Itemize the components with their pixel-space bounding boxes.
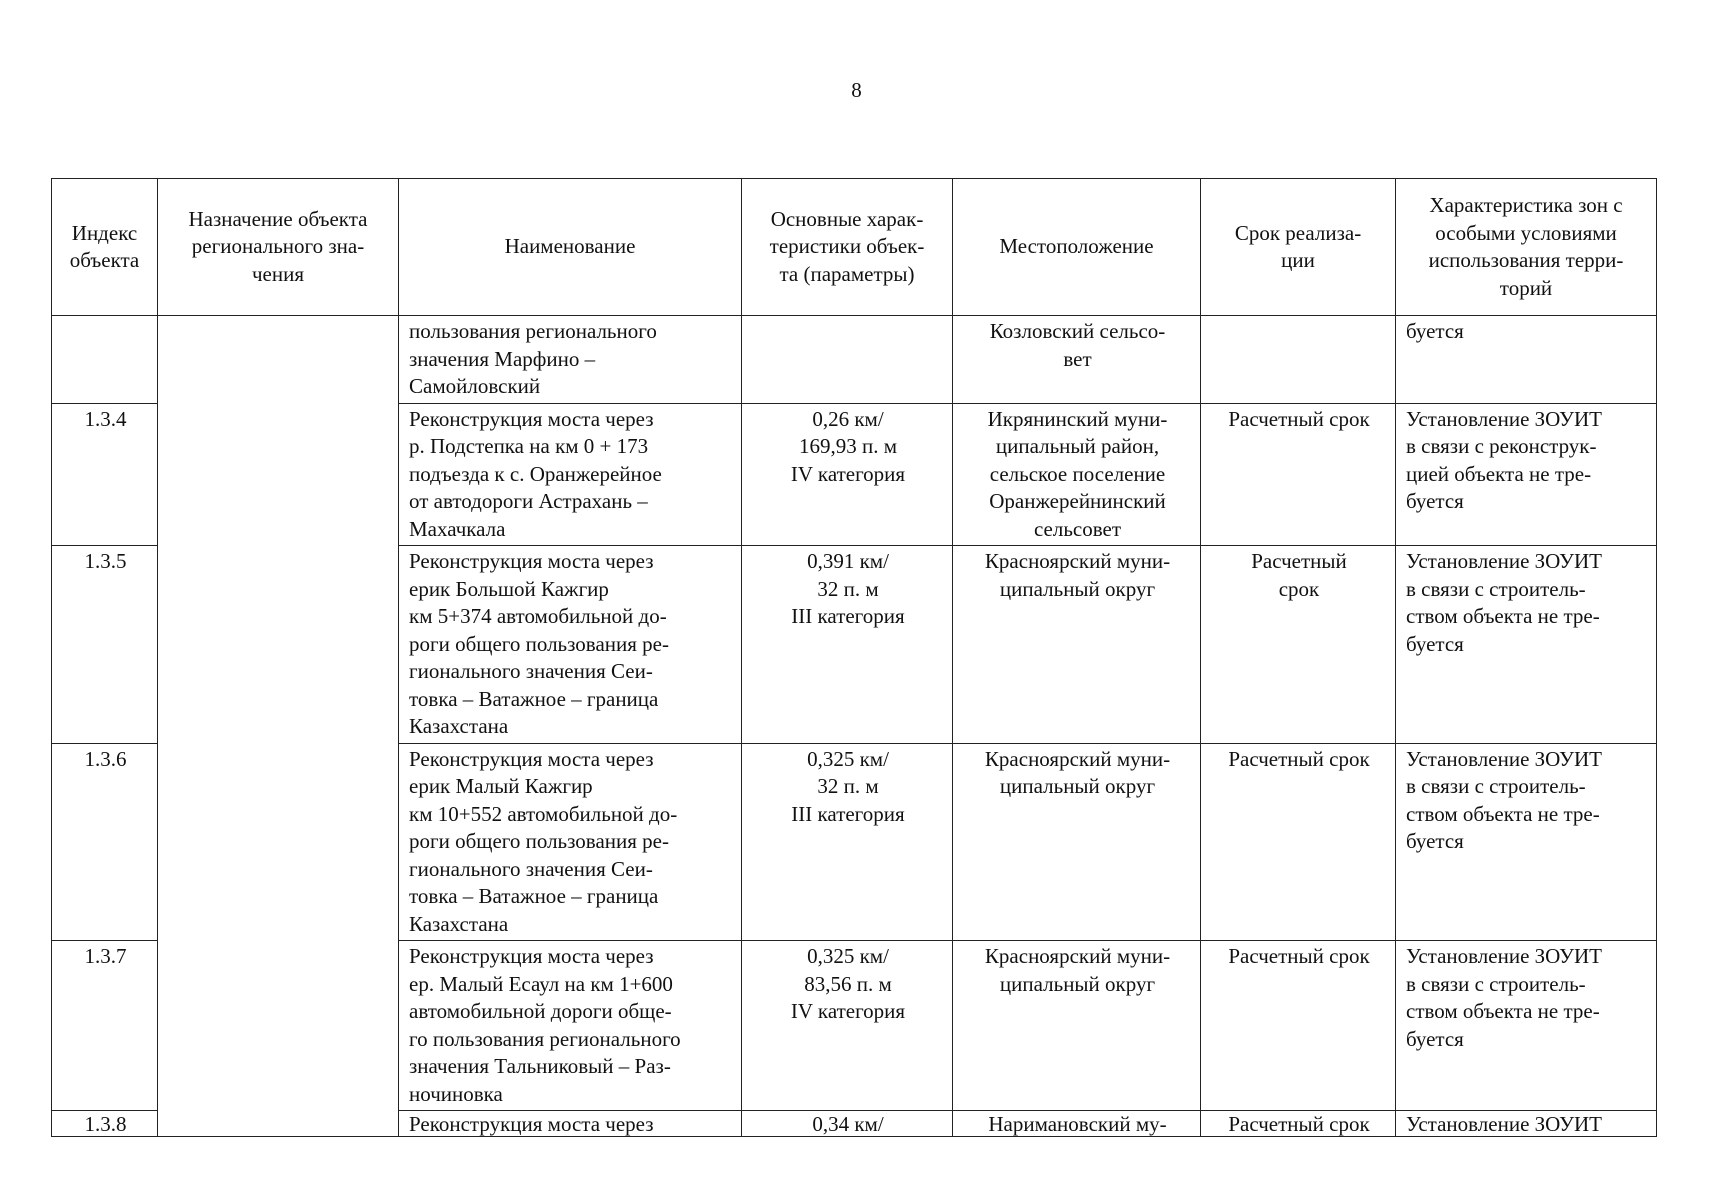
cell-characteristics: 0,26 км/ 169,93 п. м IV категория — [742, 403, 953, 546]
regional-objects-table — [51, 178, 1657, 1137]
cell-location: Красноярский муни- ципальный округ — [953, 941, 1201, 1111]
cell-index: 1.3.5 — [52, 546, 158, 744]
cell-zones: Установление ЗОУИТ в связи с строитель- ством объекта не тре- буется — [1396, 941, 1657, 1111]
cell-name: Реконструкция моста через ер. Малый Есаул на км 1+600 автомобильной дороги обще- го пользования регионального значения Тальниковый – Раз- ночиновка — [399, 941, 742, 1111]
cell-index — [52, 316, 158, 404]
cell-characteristics: 0,391 км/ 32 п. м III категория — [742, 546, 953, 744]
header-name: Наименование — [399, 179, 742, 316]
cell-term — [1201, 316, 1396, 404]
cell-characteristics: 0,325 км/ 83,56 п. м IV категория — [742, 941, 953, 1111]
cell-term: Расчетный срок — [1201, 743, 1396, 941]
cell-location: Красноярский муни- ципальный округ — [953, 743, 1201, 941]
cell-zones: Установление ЗОУИТ — [1396, 1111, 1657, 1137]
cell-location: Наримановский му- — [953, 1111, 1201, 1137]
cell-zones: Установление ЗОУИТ в связи с строитель- ством объекта не тре- буется — [1396, 546, 1657, 744]
cell-zones: буется — [1396, 316, 1657, 404]
header-term: Срок реализа- ции — [1201, 179, 1396, 316]
header-characteristics: Основные харак- теристики объек- та (параметры) — [742, 179, 953, 316]
cell-location: Икрянинский муни- ципальный район, сельское поселение Оранжерейнинский сельсовет — [953, 403, 1201, 546]
cell-characteristics: 0,325 км/ 32 п. м III категория — [742, 743, 953, 941]
cell-name: Реконструкция моста через ерик Большой Кажгир км 5+374 автомобильной до- роги общего пользования ре- гионального значения Сеи- товка – Ватажное – граница Казахстана — [399, 546, 742, 744]
table-header-row — [52, 179, 1657, 316]
cell-purpose — [158, 316, 399, 1137]
header-zones: Характеристика зон с особыми условиями использования терри- торий — [1396, 179, 1657, 316]
table-row — [52, 316, 1657, 404]
cell-location: Козловский сельсо- вет — [953, 316, 1201, 404]
cell-zones: Установление ЗОУИТ в связи с реконструк- цией объекта не тре- буется — [1396, 403, 1657, 546]
cell-name: Реконструкция моста через р. Подстепка на км 0 + 173 подъезда к с. Оранжерейное от автодороги Астрахань – Махачкала — [399, 403, 742, 546]
cell-characteristics: 0,34 км/ — [742, 1111, 953, 1137]
cell-characteristics — [742, 316, 953, 404]
header-purpose: Назначение объекта регионального зна- чения — [158, 179, 399, 316]
cell-index: 1.3.7 — [52, 941, 158, 1111]
header-index: Индекс объекта — [52, 179, 158, 316]
cell-name: Реконструкция моста через ерик Малый Кажгир км 10+552 автомобильной до- роги общего пользования ре- гионального значения Сеи- товка – Ватажное – граница Казахстана — [399, 743, 742, 941]
header-location: Местоположение — [953, 179, 1201, 316]
cell-index: 1.3.4 — [52, 403, 158, 546]
cell-term: Расчетный срок — [1201, 403, 1396, 546]
cell-term: Расчетный срок — [1201, 1111, 1396, 1137]
page-number: 8 — [851, 78, 862, 102]
cell-index: 1.3.6 — [52, 743, 158, 941]
cell-index: 1.3.8 — [52, 1111, 158, 1137]
cell-zones: Установление ЗОУИТ в связи с строитель- ством объекта не тре- буется — [1396, 743, 1657, 941]
cell-name: Реконструкция моста через — [399, 1111, 742, 1137]
cell-name: пользования регионального значения Марфино – Самойловский — [399, 316, 742, 404]
cell-term: Расчетный срок — [1201, 941, 1396, 1111]
cell-term: Расчетный срок — [1201, 546, 1396, 744]
cell-location: Красноярский муни- ципальный округ — [953, 546, 1201, 744]
